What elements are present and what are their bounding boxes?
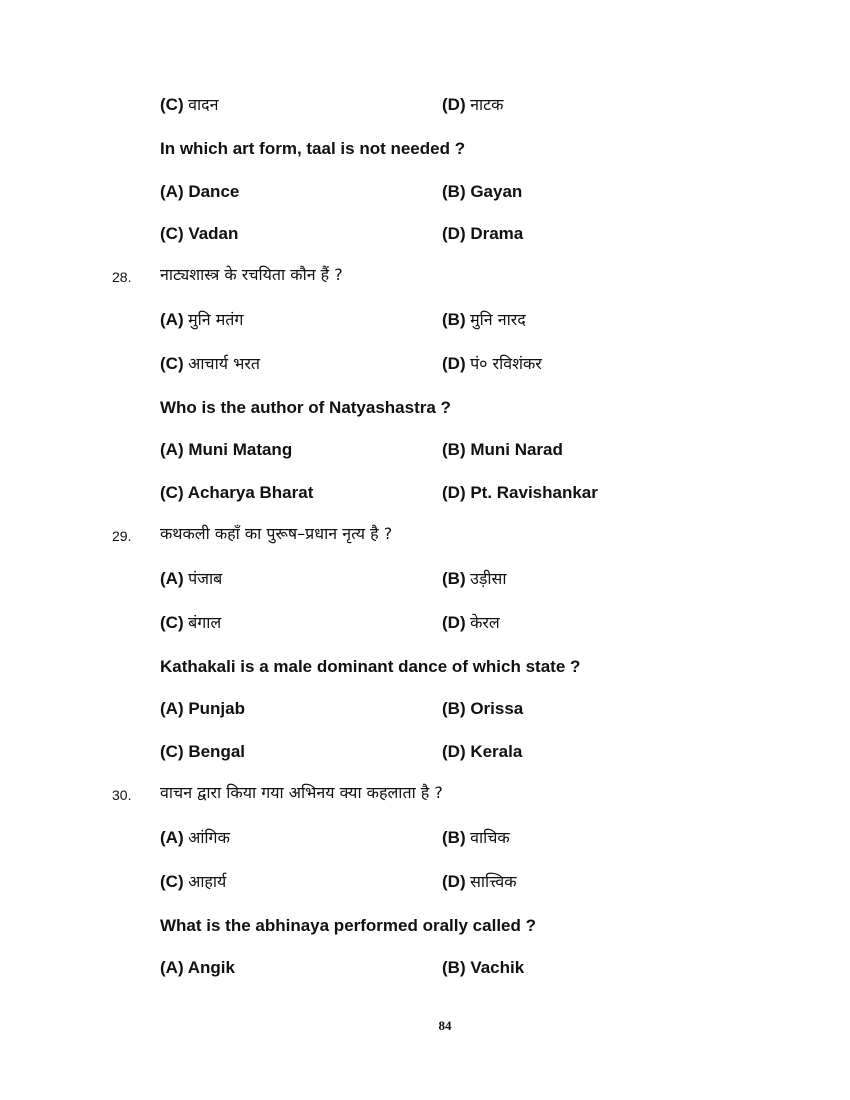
option-text: वादन [188,95,219,114]
option-b: (B) Gayan [442,182,523,201]
option-c [160,872,226,893]
option-text: केरल [470,613,500,632]
option-label: (D) [442,354,466,373]
option-text: पं० रविशंकर [470,354,542,373]
question-text-en: Who is the author of Natyashastra ? [160,398,451,417]
option-label: (A) [160,569,184,588]
option-label: (B) [442,828,466,847]
option-text: पंजाब [188,569,223,588]
option-label: (B) [442,310,466,329]
option-c: (C) Vadan [160,224,239,243]
option-a: (A) Muni Matang [160,440,293,459]
question-text-hi: वाचन द्वारा किया गया अभिनय क्या कहलाता है ? [160,783,443,802]
option-label: (D) [442,613,466,632]
question-text-en: Kathakali is a male dominant dance of which state ? [160,657,581,676]
question-text-en: In which art form, taal is not needed ? [160,139,466,158]
option-d [442,95,503,116]
option-text: सात्त्विक [470,872,517,891]
option-a: (A) Dance [160,182,240,201]
option-c [160,95,218,116]
option-label: (C) [160,95,184,114]
option-label: (D) [442,872,466,891]
option-c: (C) Bengal [160,742,245,761]
question-number: 30. [112,787,132,803]
option-label: (C) [160,872,184,891]
question-text-en: What is the abhinaya performed orally called ? [160,916,536,935]
option-text: मुनि मतंग [188,310,244,329]
option-b [442,310,526,331]
option-c [160,354,260,375]
option-label: (A) [160,828,184,847]
option-text: आहार्य [188,872,227,891]
option-a [160,569,222,590]
option-b: (B) Orissa [442,699,524,718]
page-number: 84 [438,1018,452,1033]
option-d: (D) Pt. Ravishankar [442,483,598,502]
option-label: (C) [160,613,184,632]
question-text-hi: नाट्यशास्त्र के रचयिता कौन हैं ? [160,265,343,284]
question-number: 28. [112,269,132,285]
option-a: (A) Punjab [160,699,245,718]
option-b: (B) Vachik [442,958,525,977]
option-text: आचार्य भरत [188,354,260,373]
option-text: आंगिक [188,828,230,847]
option-a [160,828,230,849]
option-a: (A) Angik [160,958,235,977]
option-text: मुनि नारद [470,310,526,329]
option-label: (A) [160,310,184,329]
option-text: बंगाल [188,613,222,632]
option-text: नाटक [470,95,504,114]
option-label: (C) [160,354,184,373]
option-label: (D) [442,95,466,114]
option-b: (B) Muni Narad [442,440,563,459]
question-number: 29. [112,528,132,544]
option-label: (B) [442,569,466,588]
option-d: (D) Kerala [442,742,523,761]
option-a [160,310,243,331]
option-d [442,613,500,634]
option-d: (D) Drama [442,224,524,243]
option-b [442,569,507,590]
option-text: उड़ीसा [470,569,507,588]
option-c [160,613,221,634]
option-text: वाचिक [470,828,510,847]
question-text-hi: कथकली कहाँ का पुरूष–प्रधान नृत्य है ? [160,524,393,543]
option-d [442,872,517,893]
option-c: (C) Acharya Bharat [160,483,314,502]
option-d [442,354,542,375]
option-b [442,828,510,849]
